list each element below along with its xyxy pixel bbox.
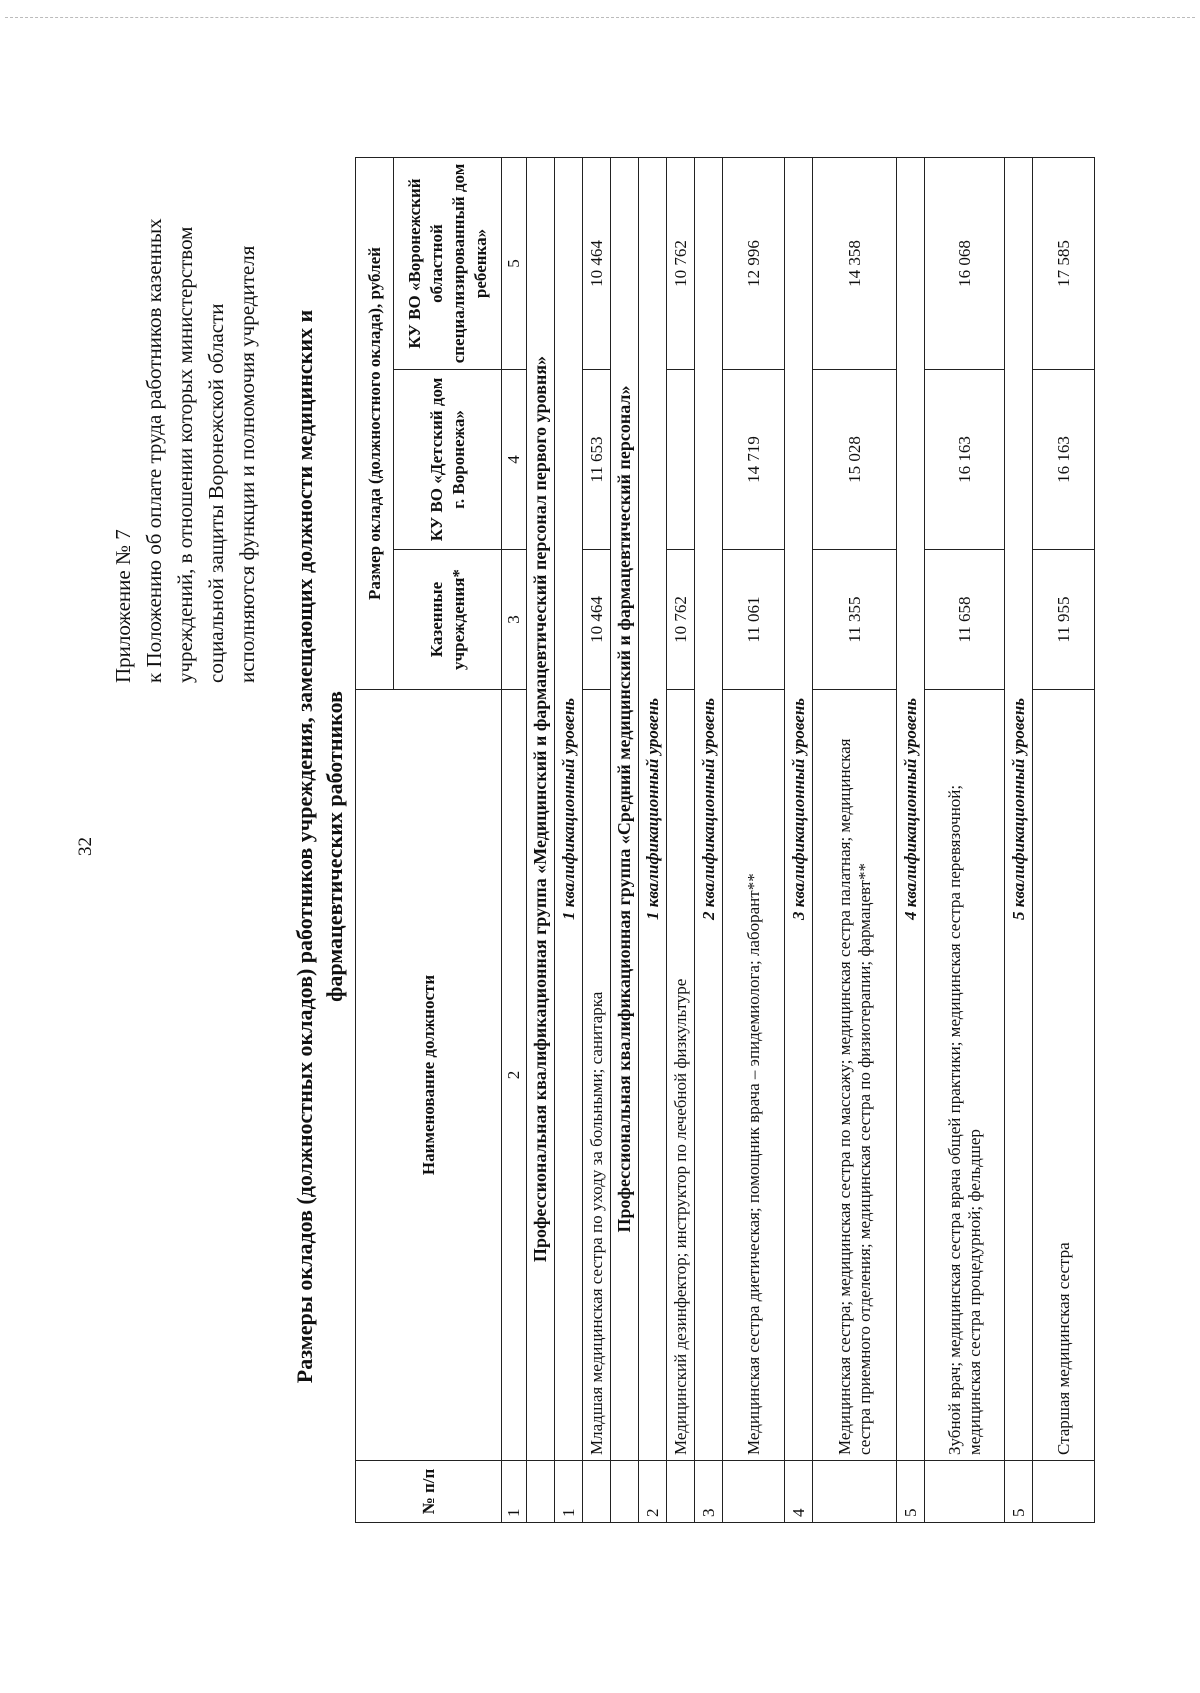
appendix-line: социальной защиты Воронежской области [204,303,228,683]
appendix-line: к Положению об оплате труда работников казенных [142,218,166,683]
row-number: 4 [785,1461,813,1523]
appendix-header [108,103,263,683]
position-name: Медицинская сестра диетическая; помощник врача – эпидемиолога; лаборант** [723,690,785,1461]
position-name: Медицинский дезинфектор; инструктор по лечебной физкультуре [667,690,695,1461]
document-title [290,0,350,1693]
group-title: Профессиональная квалификационная группа «Средний медицинский и фармацевтический персонал» [611,158,639,1461]
level-row [1005,158,1033,1523]
level-title: 5 квалификационный уровень [1005,158,1033,1461]
salary-col5: 10 762 [667,158,695,370]
level-title: 1 квалификационный уровень [555,158,583,1461]
level-row [639,158,667,1523]
appendix-line: Приложение № 7 [111,529,135,683]
salary-col3: 11 955 [1033,550,1095,690]
index-cell: 2 [502,690,527,1461]
appendix-line: учреждений, в отношении которых министерством [173,226,197,683]
level-title: 3 квалификационный уровень [785,158,813,1461]
salary-col3: 11 061 [723,550,785,690]
level-row [897,158,925,1523]
table-row [723,158,785,1523]
col4-header: КУ ВО «Детский дом г. Воронежа» [394,370,502,550]
salary-col4: 16 163 [925,370,1005,550]
level-row [555,158,583,1523]
salary-col3: 10 464 [583,550,611,690]
title-line: фармацевтических работников [322,691,347,1002]
position-name: Старшая медицинская сестра [1033,690,1095,1461]
title-line: Размеры окладов (должностных окладов) работников учреждения, замещающих должности медицинских и [292,309,317,1384]
col-size-group-header: Размер оклада (должностного оклада), рублей [356,158,394,690]
salary-col5: 17 585 [1033,158,1095,370]
salary-col3: 11 355 [813,550,897,690]
level-title: 1 квалификационный уровень [639,158,667,1461]
appendix-line: исполняются функции и полномочия учредителя [235,245,259,683]
salary-col4: 11 653 [583,370,611,550]
position-name: Зубной врач; медицинская сестра врача общей практики; медицинская сестра перевязочной; медицинская сестра процедурной; фельдшер [925,690,1005,1461]
salary-col3: 10 762 [667,550,695,690]
table-row [813,158,897,1523]
group-title: Профессиональная квалификационная группа «Медицинский и фармацевтический персонал первого уровня» [527,158,555,1461]
table-row [667,158,695,1523]
position-name: Младшая медицинская сестра по уходу за больными; санитарка [583,690,611,1461]
row-number: 5 [897,1461,925,1523]
level-row [695,158,723,1523]
index-cell: 5 [502,158,527,370]
salary-col4: 14 719 [723,370,785,550]
scan-edge-line [5,16,1195,18]
col5-header: КУ ВО «Воронежский областной специализированный дом ребенка» [394,158,502,370]
salary-col4: 15 028 [813,370,897,550]
position-name: Медицинская сестра; медицинская сестра по массажу; медицинская сестра палатная; медицинская сестра приемного отделения; медицинская сестра по физиотерапии; фармацевт** [813,690,897,1461]
salary-col5: 12 996 [723,158,785,370]
page-number: 32 [75,837,96,856]
level-row [785,158,813,1523]
salary-col5: 16 068 [925,158,1005,370]
col-name-header: Наименование должности [356,690,502,1461]
salary-col5: 14 358 [813,158,897,370]
row-number: 1 [555,1461,583,1523]
group-row [611,158,639,1523]
group-row [527,158,555,1523]
salary-table [355,157,1095,1523]
table-row [583,158,611,1523]
index-cell: 4 [502,370,527,550]
salary-col4: 16 163 [1033,370,1095,550]
index-cell: 3 [502,550,527,690]
row-number: 5 [1005,1461,1033,1523]
salary-col3: 11 658 [925,550,1005,690]
salary-col5: 10 464 [583,158,611,370]
table-row [925,158,1005,1523]
col-num-header: № п/п [356,1461,502,1523]
index-cell: 1 [502,1461,527,1523]
level-title: 2 квалификационный уровень [695,158,723,1461]
table-row [1033,158,1095,1523]
level-title: 4 квалификационный уровень [897,158,925,1461]
row-number: 2 [639,1461,667,1523]
col3-header: Казенные учреждения* [394,550,502,690]
row-number: 3 [695,1461,723,1523]
salary-col4 [667,370,695,550]
